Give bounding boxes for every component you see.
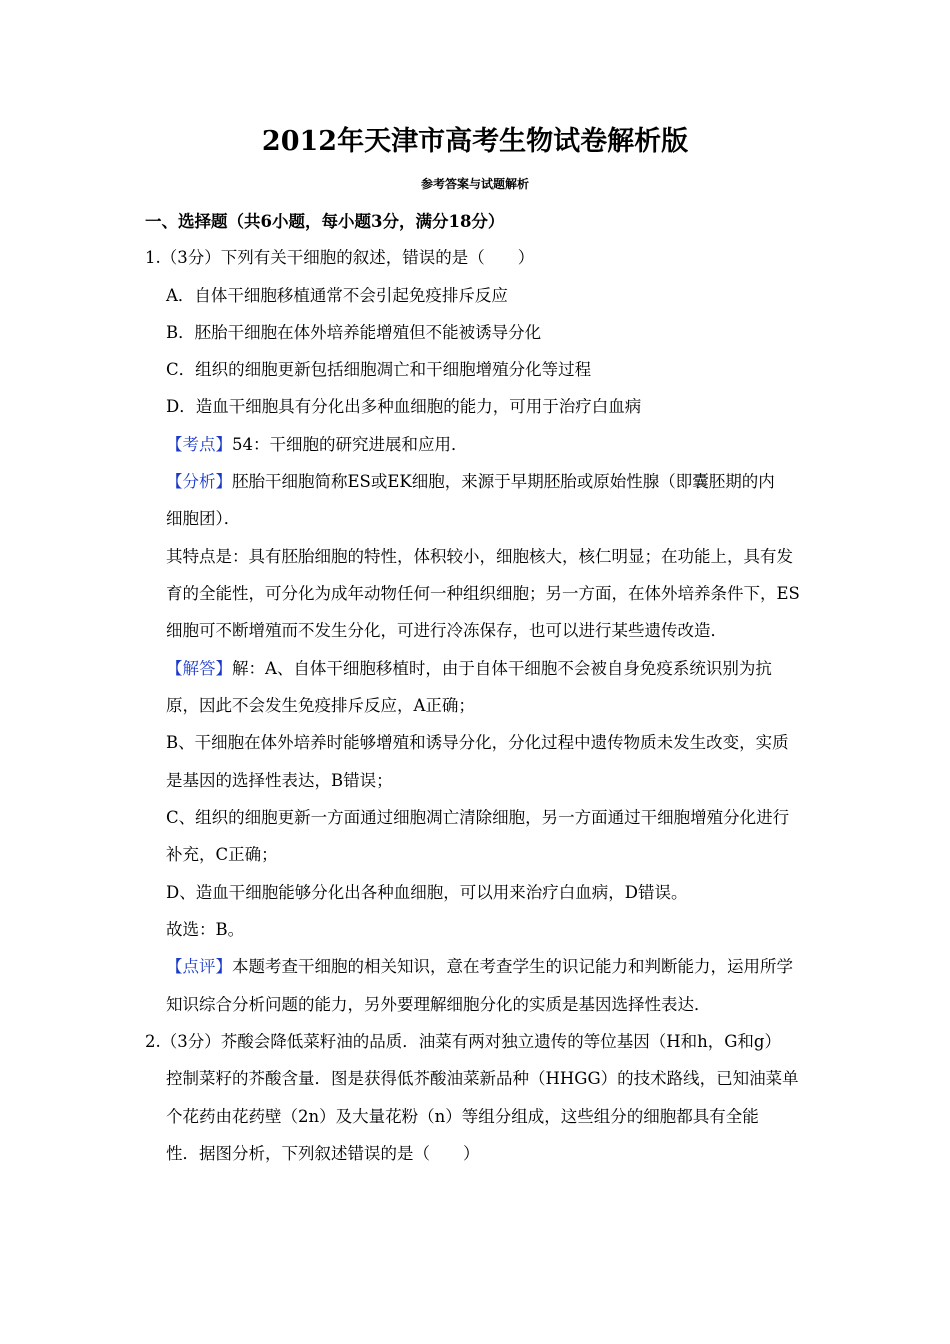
section-heading: 一、选择题（共6小题，每小题3分，满分18分） [145, 212, 505, 231]
dianping-paragraph [166, 955, 793, 979]
fenxi-text-line-1: 胚胎干细胞简称ES或EK细胞，来源于早期胚胎或原始性腺（即囊胚期的内 [232, 472, 775, 491]
fenxi-text-line-5: 细胞可不断增殖而不发生分化，可进行冷冻保存，也可以进行某些遗传改造． [166, 621, 727, 640]
fenxi-tag: 【分析】 [166, 472, 232, 491]
question-1-option-d: D．造血干细胞具有分化出多种血细胞的能力，可用于治疗白血病 [166, 397, 642, 416]
jieda-text-line-7: D、造血干细胞能够分化出各种血细胞，可以用来治疗白血病，D错误。 [166, 883, 688, 902]
kaodian-text: 54：干细胞的研究进展和应用． [232, 435, 468, 454]
question-1-option-a: A．自体干细胞移植通常不会引起免疫排斥反应 [166, 286, 508, 305]
question-2-stem-line-3: 个花药由花药壁（2n）及大量花粉（n）等组分组成，这些组分的细胞都具有全能 [166, 1107, 759, 1126]
jieda-paragraph [166, 657, 772, 681]
jieda-text-line-2: 原，因此不会发生免疫排斥反应，A正确； [166, 696, 475, 715]
jieda-text-line-4: 是基因的选择性表达，B错误； [166, 771, 393, 790]
dianping-text-line-1: 本题考查干细胞的相关知识，意在考查学生的识记能力和判断能力，运用所学 [232, 957, 793, 976]
page-subtitle: 参考答案与试题解析 [420, 177, 529, 191]
jieda-text-line-3: B、干细胞在体外培养时能够增殖和诱导分化，分化过程中遗传物质未发生改变，实质 [166, 733, 789, 752]
dianping-tag: 【点评】 [166, 957, 232, 976]
question-1-option-b: B．胚胎干细胞在体外培养能增殖但不能被诱导分化 [166, 323, 542, 342]
answer-line: 故选：B。 [166, 920, 245, 939]
fenxi-text-line-3: 其特点是：具有胚胎细胞的特性，体积较小，细胞核大，核仁明显；在功能上，具有发 [166, 547, 793, 566]
kaodian-paragraph [166, 433, 468, 457]
jieda-text-line-5: C、组织的细胞更新一方面通过细胞凋亡清除细胞，另一方面通过干细胞增殖分化进行 [166, 808, 790, 827]
question-2-stem-line-1: 2.（3分）芥酸会降低菜籽油的品质．油菜有两对独立遗传的等位基因（H和h，G和g） [145, 1032, 781, 1051]
jieda-text-line-1: 解：A、自体干细胞移植时，由于自体干细胞不会被自身免疫系统识别为抗 [232, 659, 772, 678]
question-2-stem-line-4: 性．据图分析，下列叙述错误的是（ ） [166, 1144, 480, 1163]
fenxi-text-line-4: 育的全能性，可分化为成年动物任何一种组织细胞；另一方面，在体外培养条件下，ES [166, 584, 800, 603]
jieda-text-line-6: 补充，C正确； [166, 845, 278, 864]
question-2-stem-line-2: 控制菜籽的芥酸含量．图是获得低芥酸油菜新品种（HHGG）的技术路线，已知油菜单 [166, 1069, 799, 1088]
question-1-option-c: C．组织的细胞更新包括细胞凋亡和干细胞增殖分化等过程 [166, 360, 592, 379]
jieda-tag: 【解答】 [166, 659, 232, 678]
kaodian-tag: 【考点】 [166, 435, 232, 454]
fenxi-paragraph [166, 470, 775, 494]
fenxi-text-line-2: 细胞团）． [166, 509, 241, 528]
dianping-text-line-2: 知识综合分析问题的能力，另外要理解细胞分化的实质是基因选择性表达． [166, 995, 711, 1014]
question-1-stem: 1.（3分）下列有关干细胞的叙述，错误的是（ ） [145, 248, 535, 267]
page-title: 2012年天津市高考生物试卷解析版 [261, 126, 689, 157]
